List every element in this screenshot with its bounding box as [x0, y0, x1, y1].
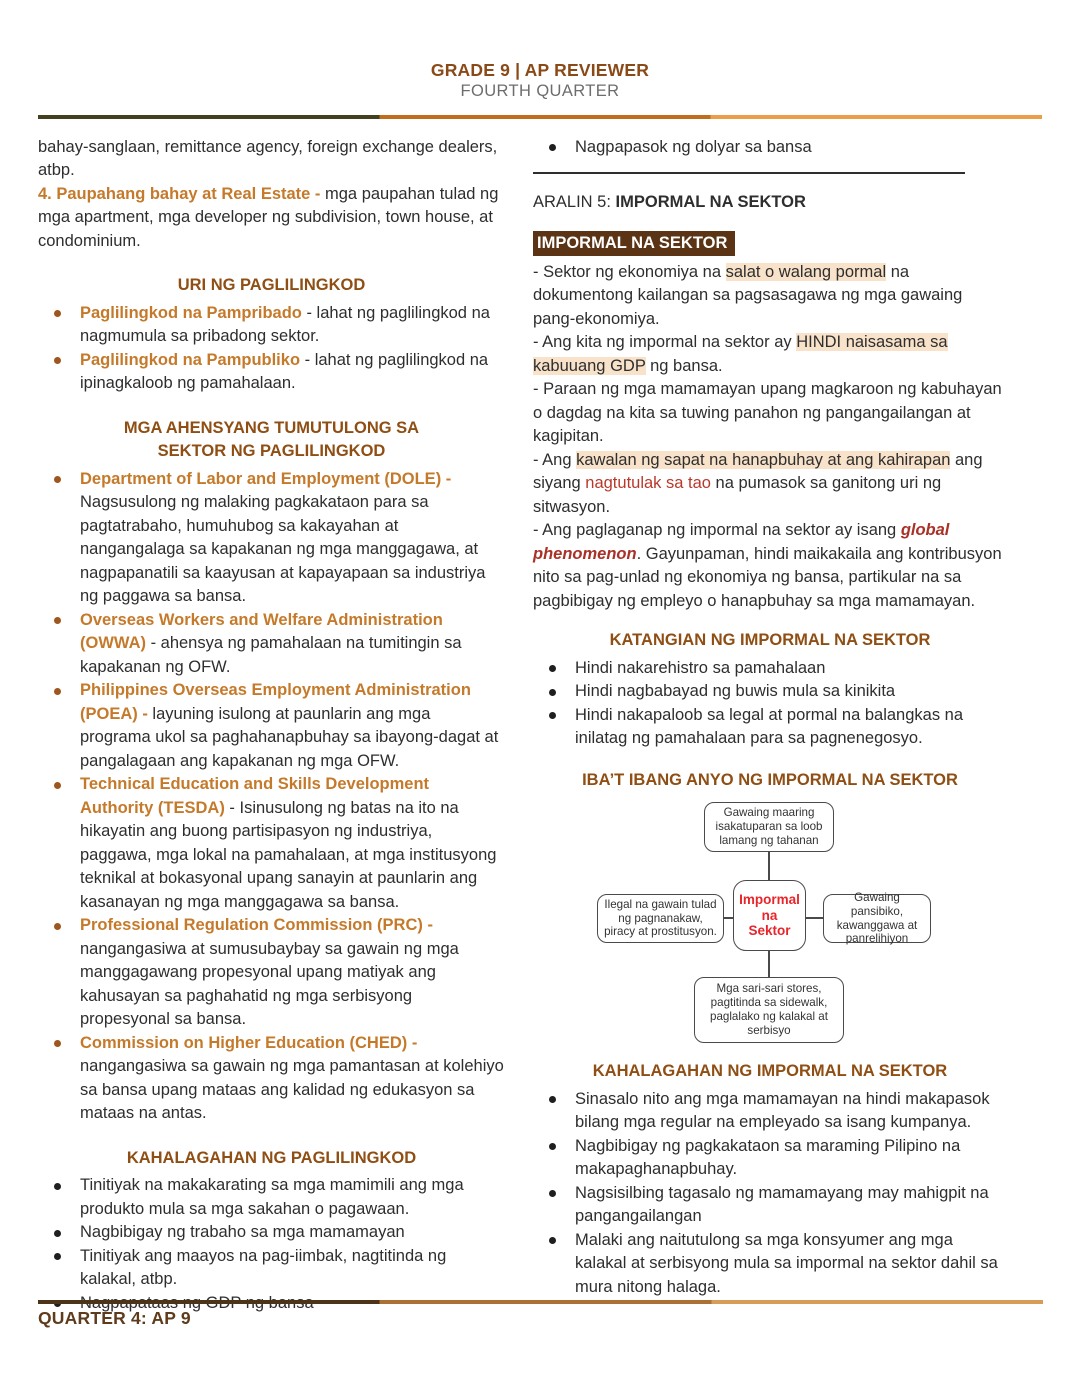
- section-heading-kahalagahan-impormal: KAHALAGAHAN NG IMPORMAL NA SEKTOR: [592, 1062, 948, 1080]
- bullet-marker: [54, 310, 61, 317]
- list-item-text: Hindi nakapaloob sa legal at pormal na balangkas na inilatag ng pamahalaan para sa pagnenegosyo.: [575, 705, 964, 747]
- gdp-paragraph: - Ang kita ng impormal na sektor ay HINDI naisasama sa kabuuang GDP ng bansa.: [533, 333, 948, 375]
- bullet-marker: [54, 782, 61, 789]
- list-item: [533, 680, 1007, 704]
- bullet-marker: [549, 1096, 556, 1103]
- page-subtitle: FOURTH QUARTER: [460, 82, 620, 100]
- list-item: [38, 302, 505, 349]
- list-item-text: Commission on Higher Education (CHED) - nangangasiwa sa gawain ng mga pamantasan at kolehiyo sa bansa upang mataas ang kalidad ng edukasyon sa mataas na antas.: [80, 1033, 504, 1122]
- list-item: [38, 1221, 505, 1245]
- diagram-box-right: Gawaing pansibiko, kawanggawa at panrelihiyon: [823, 894, 931, 943]
- list-item: [38, 1174, 505, 1221]
- list-item-text: Professional Regulation Commission (PRC) - nangangasiwa at sumusubaybay sa gawain ng mga manggagawang propesyonal upang matiyak ang kahusayan sa paghahatid ng mga serbisyong propesyonal sa bansa.: [80, 916, 459, 1028]
- list-item-text: Malaki ang naitutulong sa mga konsyumer ang mga kalakal at serbisyong mula sa impormal na sektor dahil sa mura nitong halaga.: [575, 1230, 998, 1296]
- bullet-marker: [54, 1040, 61, 1047]
- global-phenomenon-paragraph: - Ang paglaganap ng impormal na sektor ay isang global phenomenon. Gayunpaman, hindi maikakaila ang kontribusyon nito sa pag-unlad ng ekonomiya ng bansa, partikular na sa pagbibigay ng empleyo o hanapbuhay sa mga mamamayan.: [533, 521, 1002, 610]
- paraan-paragraph: - Paraan ng mga mamamayan upang magkaroon ng kabuhayan o dagdag na kita sa tuwing panahon ng pangangailangan at kagipitan.: [533, 380, 1002, 445]
- list-item: [533, 704, 1007, 751]
- section-heading-uri-ng-paglilingkod: URI NG PAGLILINGKOD: [177, 276, 366, 294]
- list-item: [38, 1032, 505, 1126]
- list-item: [38, 468, 505, 609]
- kawalan-paragraph: - Ang kawalan ng sapat na hanapbuhay at ang kahirapan ang siyang nagtutulak sa tao na pumasok sa ganitong uri ng sitwasyon.: [533, 450, 983, 516]
- list-item-text: Philippines Overseas Employment Administration (POEA) - layuning isulong at paunlarin ang mga programa ukol sa paghahanapbuhay sa ibayong-dagat at pangalagaan ang kapakanan ng mga OFW.: [80, 681, 499, 770]
- definition-paragraph: - Sektor ng ekonomiya na salat o walang pormal na dokumentong kailangan sa pagsasagawa ng mga gawaing pang-ekonomiya.: [533, 262, 963, 328]
- list-item: [533, 1229, 1007, 1300]
- agency-bullet-list: [38, 468, 505, 1126]
- real-estate-paragraph: 4. Paupahang bahay at Real Estate - mga paupahan tulad ng mga apartment, mga developer ng subdivision, town house, at condominium.: [38, 184, 499, 250]
- carryover-bullet-list: [533, 136, 1007, 160]
- list-item-text: Tinitiyak na makakarating sa mga mamimili ang mga produkto mula sa mga sakahan o pagawaan.: [80, 1176, 464, 1218]
- list-item: [38, 679, 505, 773]
- diagram-box-top: Gawaing maaring isakatuparan sa loob lamang ng tahanan: [704, 802, 834, 852]
- document-footer: [38, 1300, 1043, 1330]
- list-item-text: Nagbibigay ng trabaho sa mga mamamayan: [80, 1223, 405, 1241]
- diagram-connector: [724, 917, 733, 919]
- list-item-text: Paglilingkod na Pampubliko - lahat ng paglilingkod na ipinagkaloob ng pamahalaan.: [80, 350, 489, 392]
- bullet-marker: [549, 712, 556, 719]
- list-item: [533, 1182, 1007, 1229]
- bullet-marker: [54, 476, 61, 483]
- left-column: [38, 136, 505, 1316]
- diagram-box-left: Ilegal na gawain tulad ng pagnanakaw, piracy at prostitusyon.: [597, 894, 724, 943]
- bullet-marker: [54, 1253, 61, 1260]
- diagram-box-center: Impormal na Sektor: [733, 880, 806, 951]
- list-item: [38, 349, 505, 396]
- bullet-marker: [549, 1190, 556, 1197]
- bullet-marker: [549, 1143, 556, 1150]
- list-item-text: Technical Education and Skills Development Authority (TESDA) - Isinusulong ng batas na ito na hikayatin ang buong partisipasyon ng industriya, paggawa, mga lokal na pamahalaan, at mga institusyong teknikal at bokasyonal upang sanayin at paunlarin ang kasanayan ng mga manggagawa sa bansa.: [80, 775, 497, 911]
- diagram-connector: [806, 917, 823, 919]
- bullet-marker: [54, 1183, 61, 1190]
- list-item: [533, 1135, 1007, 1182]
- bullet-marker: [549, 689, 556, 696]
- bullet-marker: [54, 1230, 61, 1237]
- bullet-marker: [549, 665, 556, 672]
- list-item: [38, 773, 505, 914]
- bullet-marker: [54, 357, 61, 364]
- lesson-title: ARALIN 5: IMPORMAL NA SEKTOR: [533, 193, 806, 211]
- intro-paragraph: bahay-sanglaan, remittance agency, foreign exchange dealers, atbp.: [38, 137, 498, 179]
- section-heading-katangian: KATANGIAN NG IMPORMAL NA SEKTOR: [609, 631, 931, 649]
- section-heading-mga-ahensyang: MGA AHENSYANG TUMUTULONG SA SEKTOR NG PAGLILINGKOD: [123, 418, 420, 460]
- impormal-na-sektor-label: IMPORMAL NA SEKTOR: [533, 231, 735, 256]
- right-column: [533, 136, 1007, 1316]
- list-item-text: Department of Labor and Employment (DOLE) - Nagsusulong ng malaking pagkakataon para sa pagtatrabaho, humuhubog sa kakayahan at nangangalaga sa kapakanan ng mga manggagawa, at nagpapanatili sa kaayusan at kapayapaan sa industriya ng paggawa sa bansa.: [80, 469, 486, 605]
- list-item-text: Nagpapasok ng dolyar sa bansa: [575, 137, 812, 156]
- section-heading-kahalagahan-paglilingkod: KAHALAGAHAN NG PAGLILINGKOD: [126, 1148, 417, 1167]
- bullet-marker: [54, 923, 61, 930]
- kahalagahan-bullet-list: [38, 1174, 505, 1315]
- list-item: [533, 136, 1007, 160]
- bullet-marker: [54, 617, 61, 624]
- katangian-bullet-list: [533, 657, 1007, 751]
- diagram-connector: [768, 951, 770, 977]
- list-item-text: Overseas Workers and Welfare Administration (OWWA) - ahensya ng pamahalaan na tumitingin sa kapakanan ng OFW.: [80, 610, 462, 676]
- diagram-connector: [768, 852, 770, 880]
- bullet-marker: [549, 1237, 556, 1244]
- list-item-text: Paglilingkod na Pampribado - lahat ng paglilingkod na nagmumula sa pribadong sektor.: [80, 303, 490, 345]
- section-heading-anyo: IBA’T IBANG ANYO NG IMPORMAL NA SEKTOR: [582, 770, 958, 789]
- uri-bullet-list: [38, 302, 505, 396]
- kahalagahan-impormal-bullet-list: [533, 1088, 1007, 1300]
- list-item-text: Hindi nakarehistro sa pamahalaan: [575, 658, 826, 677]
- bullet-marker: [54, 688, 61, 695]
- lesson-divider-line: [533, 172, 965, 174]
- list-item-text: Nagsisilbing tagasalo ng mamamayang may mahigpit na pangangailangan: [575, 1183, 989, 1225]
- list-item: [38, 914, 505, 1032]
- footer-label: QUARTER 4: AP 9: [38, 1307, 191, 1328]
- footer-divider-rule: [38, 1300, 1043, 1304]
- page-title: GRADE 9 | AP REVIEWER: [430, 60, 650, 80]
- list-item: [533, 657, 1007, 681]
- bullet-marker: [549, 144, 556, 151]
- impormal-sektor-concept-map: [533, 800, 1007, 1052]
- list-item-text: Nagbibigay ng pagkakataon sa maraming Pilipino na makapaghanapbuhay.: [575, 1136, 961, 1178]
- list-item-text: Sinasalo nito ang mga mamamayan na hindi makapasok bilang mga regular na empleyado sa isang kumpanya.: [575, 1089, 990, 1131]
- list-item: [533, 1088, 1007, 1135]
- two-column-body: [0, 119, 1080, 1316]
- list-item: [38, 609, 505, 680]
- list-item-text: Hindi nagbabayad ng buwis mula sa kinikita: [575, 682, 896, 700]
- list-item-text: Tinitiyak ang maayos na pag-iimbak, nagtitinda ng kalakal, atbp.: [80, 1246, 447, 1288]
- list-item: [38, 1245, 505, 1292]
- document-header: [0, 0, 1080, 102]
- diagram-box-bottom: Mga sari-sari stores, pagtitinda sa sidewalk, paglalako ng kalakal at serbisyo: [694, 977, 844, 1043]
